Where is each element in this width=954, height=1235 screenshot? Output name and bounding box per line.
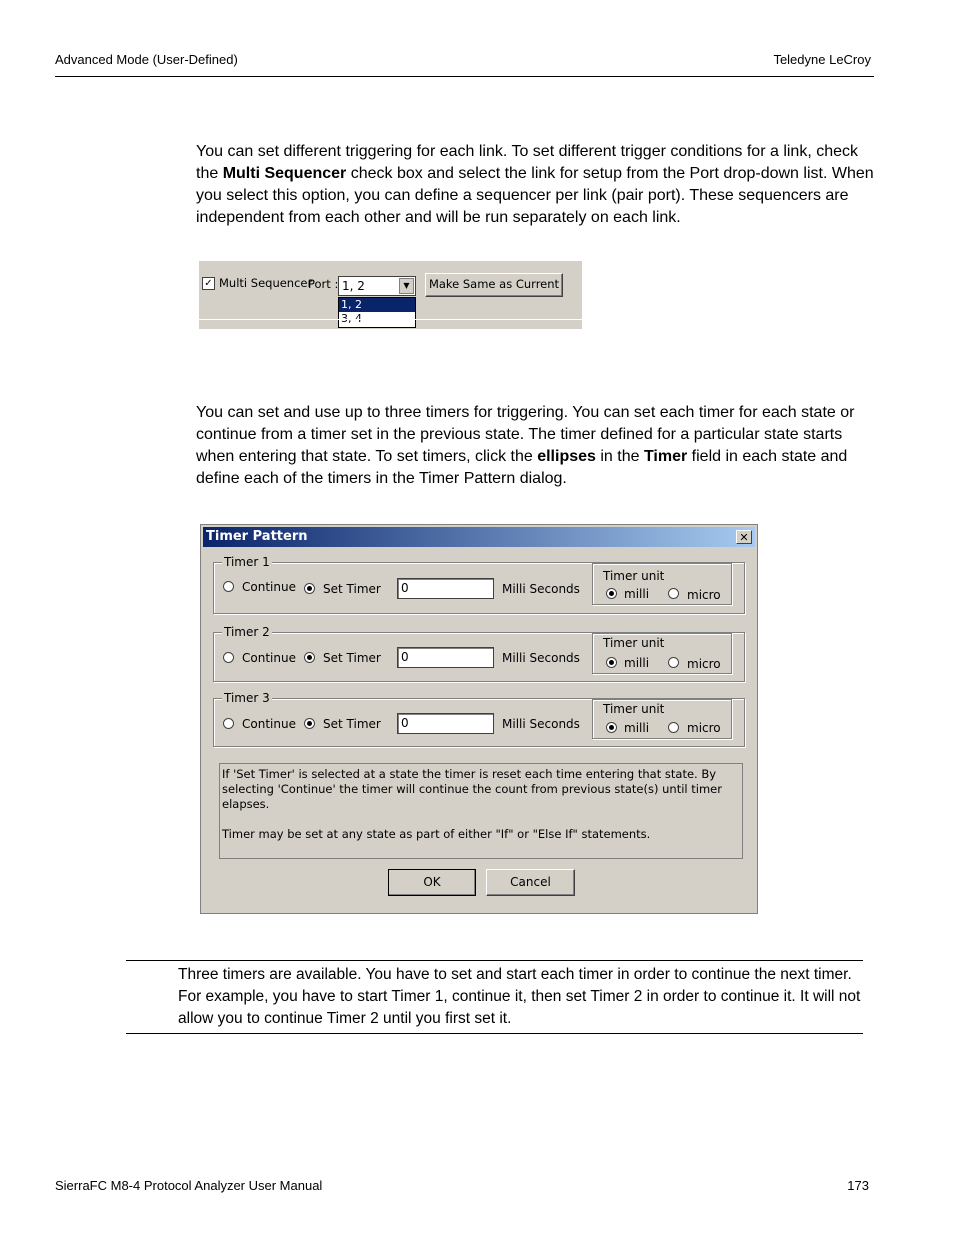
note-rule-bottom [126, 1033, 863, 1034]
timer-2-micro-radio[interactable] [668, 657, 679, 668]
timer-3-unit-group [592, 699, 732, 739]
para1-text-1: You can set different triggering for each link. To set different trigger conditions for a link, check the [196, 143, 859, 182]
timer-3-label: Timer 3 [224, 691, 270, 705]
paragraph-multi-sequencer [196, 141, 876, 229]
timer-2-label: Timer 2 [224, 625, 270, 639]
timer-3-micro-radio[interactable] [668, 722, 679, 733]
timer-1-unit-group-label: Timer unit [603, 569, 665, 583]
timer-info-box [219, 763, 743, 859]
port-option[interactable]: 1, 2 [339, 298, 415, 312]
multi-sequencer-toolbar [199, 261, 582, 329]
timer-3-unit-group-label: Timer unit [603, 702, 665, 716]
multi-sequencer-label: Multi Sequencer [219, 276, 313, 290]
paragraph-timers [196, 402, 876, 490]
timer-1-unit-group [592, 563, 732, 605]
timer-1-milli-radio[interactable] [606, 588, 617, 599]
header-left: Advanced Mode (User-Defined) [55, 52, 238, 67]
timer-1-milli-label: milli [624, 587, 650, 601]
info-text-1: If 'Set Timer' is selected at a state the timer is reset each time entering that state. By selecting 'Continue' the timer will continue the count from previous state(s) until timer elapses. [222, 767, 722, 811]
port-selected-value: 1, 2 [342, 279, 365, 293]
timer-pattern-dialog [200, 524, 758, 914]
port-option[interactable]: 3, 4 [341, 312, 362, 325]
timer-2-value-input[interactable]: 0 [397, 647, 494, 668]
timer-2-milli-label: milli [624, 656, 650, 670]
ok-button[interactable]: OK [388, 869, 476, 896]
para2-text-2: in the [595, 448, 644, 465]
para2-bold-timer: Timer [643, 448, 688, 465]
header-right: Teledyne LeCroy [773, 52, 871, 67]
timer-2-milli-radio[interactable] [606, 657, 617, 668]
timer-3-milli-label: milli [624, 721, 650, 735]
port-label: Port : [308, 277, 339, 291]
timer-2-units-label: Milli Seconds [502, 651, 580, 665]
timer-2-unit-group [592, 633, 732, 674]
timer-1-continue-radio[interactable] [223, 581, 234, 592]
timer-3-continue-label: Continue [242, 717, 296, 731]
timer-2-set-timer-label: Set Timer [323, 651, 381, 665]
timer-1-micro-radio[interactable] [668, 588, 679, 599]
para2-text-3: field in each state and define each of the timers in the Timer Pattern dialog. [196, 448, 848, 487]
timer-2-set-timer-radio[interactable] [304, 652, 315, 663]
note-rule-top [126, 960, 863, 961]
timer-1-group [213, 555, 745, 614]
timer-1-continue-label: Continue [242, 580, 296, 594]
timer-1-label: Timer 1 [224, 555, 270, 569]
close-icon[interactable]: ✕ [736, 530, 752, 544]
port-dropdown[interactable] [338, 276, 416, 296]
port-dropdown-list [338, 297, 416, 328]
timer-3-milli-radio[interactable] [606, 722, 617, 733]
note-text: Three timers are available. You have to set and start each timer in order to continue the next timer. For example, you have to start Timer 1, continue it, then set Timer 2 in order to continue it. It will not allow you to continue Timer 2 until you first set it. [178, 966, 861, 1027]
dialog-title-bar [203, 527, 755, 547]
page-number: 173 [847, 1178, 869, 1193]
timer-3-set-timer-radio[interactable] [304, 718, 315, 729]
timer-1-units-label: Milli Seconds [502, 582, 580, 596]
timer-2-continue-label: Continue [242, 651, 296, 665]
timer-3-micro-label: micro [687, 721, 721, 735]
timer-3-value-input[interactable]: 0 [397, 713, 494, 734]
timer-1-value-input[interactable]: 0 [397, 578, 494, 599]
para2-bold-ellipses: ellipses [537, 448, 596, 465]
multi-sequencer-checkbox[interactable]: ✓ [202, 277, 215, 290]
para1-bold-1: Multi Sequencer [222, 165, 347, 182]
para2-text-1: You can set and use up to three timers for triggering. You can set each timer for each state or continue from a timer set in the previous state. The timer defined for a particular state starts when entering that state. To set timers, click the [196, 404, 855, 465]
timer-3-group [213, 691, 745, 747]
timer-2-continue-radio[interactable] [223, 652, 234, 663]
timer-2-unit-group-label: Timer unit [603, 636, 665, 650]
toolbar-divider [199, 319, 582, 320]
footer-title: SierraFC M8-4 Protocol Analyzer User Manual [55, 1178, 323, 1193]
chevron-down-icon[interactable]: ▼ [399, 278, 414, 294]
timer-2-micro-label: micro [687, 657, 721, 671]
timer-2-group [213, 625, 745, 682]
para1-text-2: check box and select the link for setup from the Port drop-down list. When you select this option, you can define a sequencer per link (pair port). These sequencers are independent from each other and will be run separately on each link. [196, 165, 874, 226]
timer-1-set-timer-radio[interactable] [304, 583, 315, 594]
info-text-2: Timer may be set at any state as part of either "If" or "Else If" statements. [222, 827, 651, 841]
dialog-title: Timer Pattern [206, 529, 308, 544]
timer-1-micro-label: micro [687, 588, 721, 602]
timer-3-continue-radio[interactable] [223, 718, 234, 729]
header-rule [55, 76, 874, 77]
timer-1-set-timer-label: Set Timer [323, 582, 381, 596]
timer-3-units-label: Milli Seconds [502, 717, 580, 731]
cancel-button[interactable]: Cancel [486, 869, 575, 896]
make-same-as-current-button[interactable]: Make Same as Current [425, 273, 563, 297]
timer-3-set-timer-label: Set Timer [323, 717, 381, 731]
